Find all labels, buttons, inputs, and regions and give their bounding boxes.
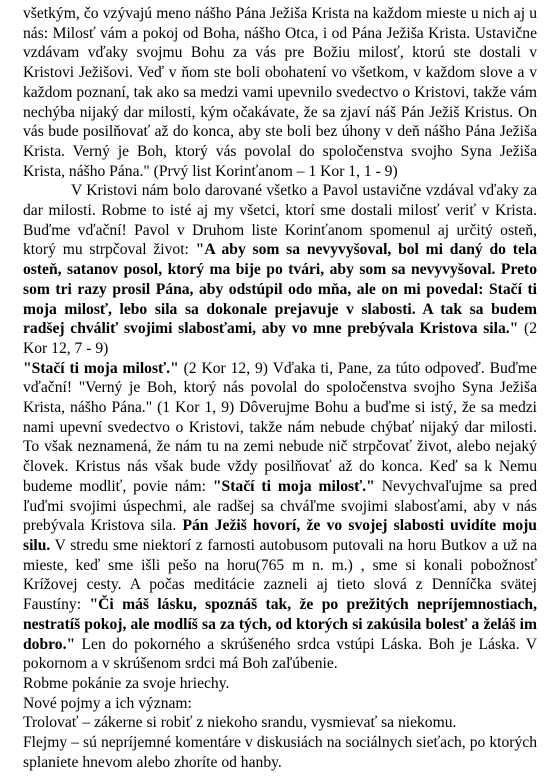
text-span: (2 Kor 12, 9) Vďaka ti, Pane, za túto odpoveď. Buďme vďační! "Verný je Boh, ktorý nás povolal do spoločenstva svojho Syna Ježiša Krista, nášho Pána." (1 Kor 1, 9) Dôverujme Bohu a buďme si istý, že sa medzi nami upevní svedectvo o Kristovi, takže nám nebude chýbať nijaký dar milosti. To však neznamená, že nám tu na zemi nebude nič strpčovať život, alebo nejaký človek. Kristus nás však bude vždy posilňovať až do konca. Keď sa k Nemu budeme modliť, povie nám:: [23, 359, 537, 495]
text-span: Len do pokorného a skrúšeného srdca vstúpi Láska. Boh je Láska. V pokornom a v skrúšenom srdci má Boh zaľúbenie.: [23, 635, 537, 673]
text-span: všetkým, čo vzývajú meno nášho Pána Ježiša Krista na každom mieste u nich aj u nás: Milosť vám a pokoj od Boha, nášho Otca, i od Pána Ježiša Krista. Ustavične vzdávam vďaky svojmu Bohu za vás pre Božiu milosť, ktorú ste dostali v Kristovi Ježišovi. Veď v ňom ste boli obohatení vo všetkom, v každom slove a v každom poznaní, tak ako sa medzi vami upevnilo svedectvo o Kristovi, takže vám nechýba nijaký dar milosti, kým očakávate, že sa zjaví náš Pán Ježiš Kristus. On vás bude posilňovať až do konca, aby ste boli bez úhony v deň nášho Pána Ježiša Krista. Verný je Boh, ktorý vás povolal do spoločenstva svojho Syna Ježiša Krista, nášho Pána." (Prvý list Korinťanom – 1 Kor 1, 1 - 9): [23, 5, 537, 180]
text-span: Trolovať – zákerne si robiť z niekoho srandu, vysmievať sa niekomu.: [23, 714, 457, 732]
paragraph-grace: [23, 359, 537, 674]
text-span: V stredu sme niektorí z farnosti autobusom putovali na horu Butkov a už na mieste, keď sme išli pešo na horu(765 m n. m.) , sme si konali pobožnosť Krížovej cesty. A počas meditácie zazneli aj tieto slová z Denníčka svätej Faustíny:: [23, 536, 537, 614]
paragraph-new-terms-heading: [23, 694, 537, 714]
paragraph-term-trolovat: [23, 713, 537, 733]
paragraph-term-flejmy: [23, 733, 537, 772]
bold-quote: "A aby som sa nevyvyšoval, bol mi daný do tela osteň, satanov posol, ktorý ma bije po tvári, aby som sa nevyvyšoval. Preto som tri razy prosil Pána, aby odstúpil odo mňa, ale on mi povedal: Stačí ti moja milosť, lebo sila sa dokonale prejavuje v slabosti. A tak sa budem radšej chváliť svojimi slabosťami, aby vo mne prebývala Kristova sila.": [23, 241, 537, 338]
text-span: Robme pokánie za svoje hriechy.: [23, 674, 230, 692]
paragraph-penance: [23, 674, 537, 694]
bold-quote: Pán Ježiš hovorí, že vo svojej slabosti uvidíte moju silu.: [23, 517, 537, 554]
paragraph-greeting: [23, 4, 537, 181]
paragraph-thorn: [23, 181, 537, 358]
text-span: Flejmy – sú nepríjemné komentáre v diskusiách na sociálnych sieťach, po ktorých splaniete hnevom alebo zhoríte od hanby.: [23, 734, 537, 771]
text-span: Nevychvaľujme sa pred ľuďmi svojimi úspechmi, ale radšej sa chváľme svojimi slabosťami, aby v nás prebývala Kristova sila.: [23, 477, 537, 535]
bold-quote: "Stačí ti moja milosť.": [212, 477, 375, 495]
text-span: V Kristovi nám bolo darované všetko a Pavol ustavične vzdával vďaky za dar milosti. Robme to isté aj my všetci, ktorí sme dostali milosť veriť v Krista. Buďme vďační! Pavol v Druhom liste Korinťanom spomenul aj určitý osteň, ktorý mu strpčoval život:: [23, 182, 537, 259]
bold-quote: "Či máš lásku, spoznáš tak, že po prežitých nepríjemnostiach, nestratíš pokoj, ale modlíš sa za tých, od ktorých si zakúsila bolesť a želáš im dobro.": [23, 596, 537, 653]
bold-quote: "Stačí ti moja milosť.": [23, 359, 179, 377]
text-span: Nové pojmy a ich význam:: [23, 694, 192, 712]
text-span: (2 Kor 12, 7 - 9): [23, 320, 538, 357]
